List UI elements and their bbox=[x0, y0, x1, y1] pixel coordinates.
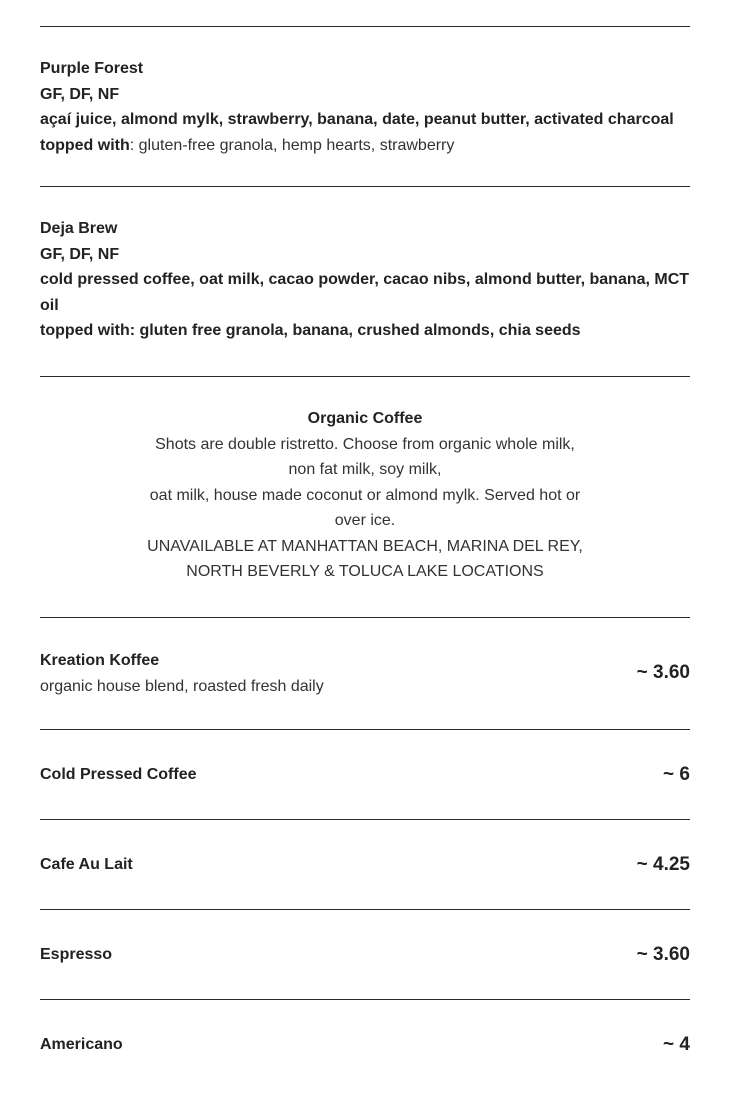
item-description: organic house blend, roasted fresh daily bbox=[40, 677, 324, 695]
menu-item-cafe-au-lait bbox=[40, 820, 690, 909]
item-name: Espresso bbox=[40, 945, 113, 963]
ingredients: cold pressed coffee, oat milk, cacao powder, cacao nibs, almond butter, banana, MCT oil bbox=[40, 271, 690, 314]
section-description-1: Shots are double ristretto. Choose from organic whole milk, non fat milk, soy milk, bbox=[155, 435, 575, 478]
item-price: ~ 4.25 bbox=[636, 853, 690, 875]
menu-item-purple-forest bbox=[40, 27, 690, 186]
menu-page bbox=[40, 26, 690, 1089]
menu-item-deja-brew bbox=[40, 187, 690, 376]
item-price: ~ 4 bbox=[663, 1033, 690, 1055]
menu-item-cold-pressed-coffee bbox=[40, 730, 690, 819]
toppings-list: : gluten-free granola, hemp hearts, strawberry bbox=[129, 136, 455, 154]
item-name: Purple Forest bbox=[40, 60, 144, 77]
section-title: Organic Coffee bbox=[307, 410, 423, 427]
item-name: Americano bbox=[40, 1035, 123, 1053]
item-name: Deja Brew bbox=[40, 220, 118, 237]
item-name: Cold Pressed Coffee bbox=[40, 765, 197, 783]
availability-notice: UNAVAILABLE AT MANHATTAN BEACH, MARINA DEL REY, NORTH BEVERLY & TOLUCA LAKE LOCATIONS bbox=[147, 537, 583, 580]
item-price: ~ 6 bbox=[663, 763, 690, 785]
menu-item-espresso bbox=[40, 910, 690, 999]
organic-coffee-section bbox=[40, 377, 690, 617]
item-name: Cafe Au Lait bbox=[40, 855, 133, 873]
menu-item-americano bbox=[40, 1000, 690, 1089]
toppings bbox=[40, 133, 690, 159]
dietary-tags: GF, DF, NF bbox=[40, 85, 120, 103]
ingredients: açaí juice, almond mylk, strawberry, banana, date, peanut butter, activated charcoal bbox=[40, 111, 674, 128]
toppings: topped with: gluten free granola, banana, crushed almonds, chia seeds bbox=[40, 322, 581, 339]
menu-item-kreation-koffee bbox=[40, 618, 690, 729]
item-price: ~ 3.60 bbox=[636, 662, 690, 683]
toppings-label: topped with bbox=[40, 136, 130, 154]
dietary-tags: GF, DF, NF bbox=[40, 245, 120, 263]
item-name: Kreation Koffee bbox=[40, 652, 160, 669]
item-price: ~ 3.60 bbox=[636, 943, 690, 965]
section-description-2: oat milk, house made coconut or almond mylk. Served hot or over ice. bbox=[149, 486, 581, 529]
